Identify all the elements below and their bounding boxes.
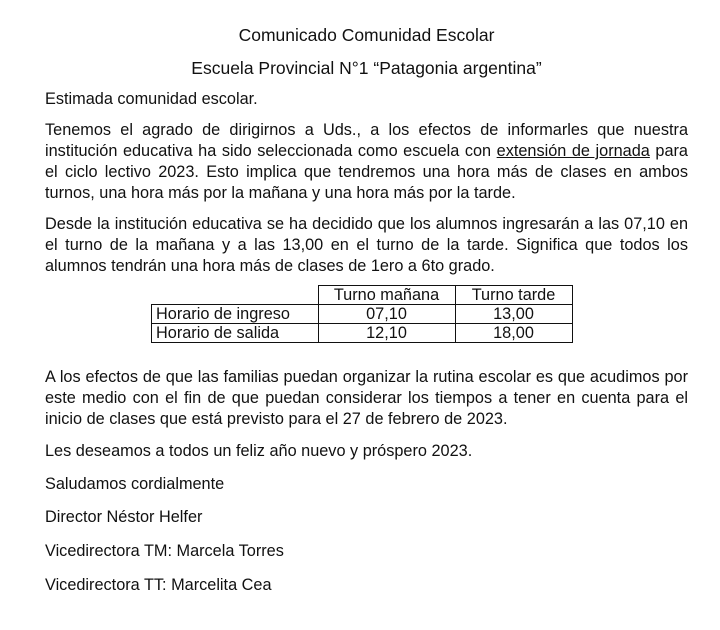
table-header-row — [152, 286, 573, 305]
document-title: Comunicado Comunidad Escolar — [238, 25, 495, 45]
closing-text: Saludamos cordialmente — [45, 475, 225, 493]
schedule-table — [151, 285, 573, 343]
cell-morning: 12,10 — [318, 324, 455, 343]
row-label: Horario de ingreso — [152, 305, 319, 324]
cell-afternoon: 18,00 — [455, 324, 572, 343]
table-row — [152, 305, 573, 324]
paragraph-families: A los efectos de que las familias puedan organizar la rutina escolar es que acudimos por este medio con el fin de que puedan considerar los tiempos a tener en cuenta para el inicio de clases que está previsto para el 27 de febrero de 2023. — [45, 368, 688, 428]
highlighted-term: extensión de jornada — [496, 142, 650, 160]
signature-vice-tt: Vicedirectora TT: Marcelita Cea — [45, 576, 272, 594]
table-row — [152, 324, 573, 343]
signature-vice-tm: Vicedirectora TM: Marcela Torres — [45, 542, 284, 560]
cell-morning: 07,10 — [318, 305, 455, 324]
paragraph-wishes: Les deseamos a todos un feliz año nuevo y próspero 2023. — [45, 442, 473, 460]
row-label: Horario de salida — [152, 324, 319, 343]
paragraph-schedule: Desde la institución educativa se ha decidido que los alumnos ingresarán a las 07,10 en el turno de la mañana y a las 13,00 en el turno de la tarde. Significa que todos los alumnos tendrán una hora más de clases de 1ero a 6to grado. — [45, 215, 688, 275]
header-afternoon: Turno tarde — [455, 286, 572, 305]
cell-afternoon: 13,00 — [455, 305, 572, 324]
signature-director: Director Néstor Helfer — [45, 508, 203, 526]
header-morning: Turno mañana — [318, 286, 455, 305]
table-corner-cell — [152, 286, 319, 305]
paragraph-intro-text-1: Tenemos el agrado de dirigirnos a Uds., a los efectos de informarles que nuestra institución educativa ha sido seleccionada como escuela con — [45, 121, 688, 160]
school-name: Escuela Provincial N°1 “Patagonia argentina” — [191, 58, 542, 78]
paragraph-intro-text-2: para el ciclo lectivo 2023. Esto implica que tendremos una hora más de clases en ambos turnos, una hora más por la mañana y una hora más por la tarde. — [45, 142, 688, 202]
paragraph-intro — [45, 120, 688, 204]
greeting: Estimada comunidad escolar. — [45, 90, 258, 108]
